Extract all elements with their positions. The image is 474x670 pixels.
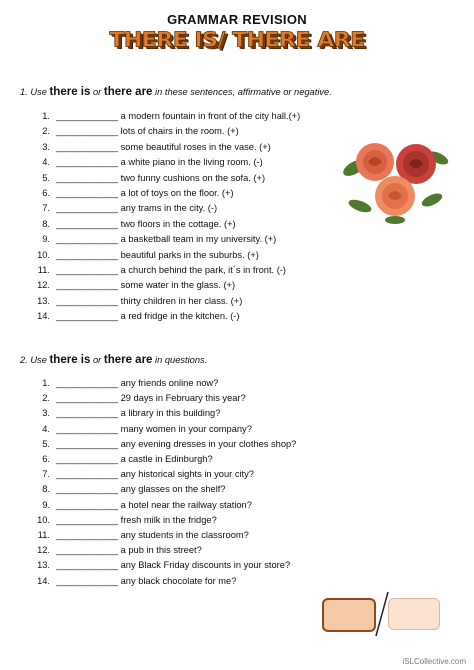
rose-3	[375, 176, 415, 216]
item-number: 12.	[37, 545, 50, 556]
item-number: 5.	[42, 438, 50, 449]
item-text: ____________ two floors in the cottage. (+)	[56, 218, 236, 229]
item-text: ____________ some water in the glass. (+)	[56, 280, 236, 291]
item-number: 4.	[42, 423, 50, 434]
item-text: ____________ any Black Friday discounts in your store?	[56, 560, 291, 571]
item-number: 9.	[42, 499, 50, 510]
item-text: ____________ 29 days in February this year?	[56, 393, 246, 404]
item-number: 13.	[37, 295, 50, 306]
item-text: ____________ fresh milk in the fridge?	[56, 514, 217, 525]
item-text: ____________ beautiful parks in the suburbs. (+)	[56, 249, 259, 260]
item-text: ____________ any trams in the city. (-)	[56, 203, 218, 214]
item-number: 14.	[37, 575, 50, 586]
instruction-text: 1. Use	[20, 87, 47, 97]
item-number: 2.	[42, 126, 50, 137]
item-text: ____________ lots of chairs in the room. (+)	[56, 126, 239, 137]
keyword-there-are: there are	[103, 86, 153, 98]
rose-1	[356, 143, 394, 181]
item-number: 2.	[42, 393, 50, 404]
item-number: 5.	[42, 172, 50, 183]
instruction-text: or	[92, 355, 102, 365]
item-number: 10.	[37, 514, 50, 525]
instruction-text: in these sentences, affirmative or negative.	[155, 87, 332, 97]
decorative-box-right	[388, 598, 440, 630]
worksheet-banner: THERE IS/ THERE ARE	[109, 29, 365, 52]
keyword-there-are: there are	[103, 354, 153, 366]
instruction-text: in questions.	[155, 355, 208, 365]
item-text: ____________ any students in the classroom?	[56, 530, 249, 540]
item-number: 6.	[42, 454, 50, 464]
item-number: 11.	[37, 265, 50, 275]
item-text: ____________ any black chocolate for me?	[56, 575, 237, 586]
item-number: 7.	[42, 203, 50, 214]
item-number: 8.	[42, 484, 50, 495]
decorative-box-left	[322, 598, 376, 632]
keyword-there-is: there is	[49, 86, 91, 98]
instruction-text: or	[92, 87, 102, 97]
item-text: ____________ a pub in this street?	[56, 545, 202, 556]
item-number: 1.	[42, 111, 50, 121]
item-text: ____________ any historical sights in your city?	[56, 469, 254, 480]
item-text: ____________ a modern fountain in front of the city hall.(+)	[56, 111, 301, 121]
keyword-there-is: there is	[49, 354, 91, 366]
item-text: ____________ thirty children in her class. (+)	[56, 295, 243, 306]
roses-image	[340, 128, 450, 228]
item-number: 10.	[37, 249, 50, 260]
item-text: ____________ a basketball team in my university. (+)	[56, 234, 277, 245]
item-number: 11.	[37, 530, 50, 540]
item-number: 6.	[42, 188, 50, 198]
item-number: 13.	[37, 560, 50, 571]
item-text: ____________ any friends online now?	[56, 378, 219, 388]
item-number: 4.	[42, 157, 50, 168]
item-text: ____________ a castle in Edinburgh?	[56, 454, 213, 464]
item-text: ____________ some beautiful roses in the vase. (+)	[56, 141, 271, 152]
item-text: ____________ a library in this building?	[56, 408, 221, 419]
item-text: ____________ many women in your company?	[56, 423, 252, 434]
section2-instruction	[20, 354, 207, 366]
item-text: ____________ two funny cushions on the sofa. (+)	[56, 172, 266, 183]
instruction-text: 2. Use	[20, 355, 47, 365]
item-number: 7.	[42, 469, 50, 480]
watermark: iSLCollective.com	[402, 657, 466, 666]
item-number: 14.	[37, 311, 50, 322]
item-number: 1.	[42, 378, 50, 388]
worksheet-title: GRAMMAR REVISION	[167, 12, 307, 27]
item-number: 8.	[42, 218, 50, 229]
item-number: 3.	[42, 141, 50, 152]
section1-instruction	[20, 86, 332, 98]
item-number: 3.	[42, 408, 50, 419]
item-text: ____________ a lot of toys on the floor. (+)	[56, 188, 234, 198]
item-text: ____________ any glasses on the shelf?	[56, 484, 226, 495]
item-text: ____________ a church behind the park, it`s in front. (-)	[56, 265, 286, 275]
item-text: ____________ a white piano in the living room. (-)	[56, 157, 263, 168]
item-number: 12.	[37, 280, 50, 291]
item-text: ____________ a hotel near the railway station?	[56, 499, 252, 510]
item-number: 9.	[42, 234, 50, 245]
item-text: ____________ a red fridge in the kitchen. (-)	[56, 311, 240, 322]
item-text: ____________ any evening dresses in your clothes shop?	[56, 438, 297, 449]
